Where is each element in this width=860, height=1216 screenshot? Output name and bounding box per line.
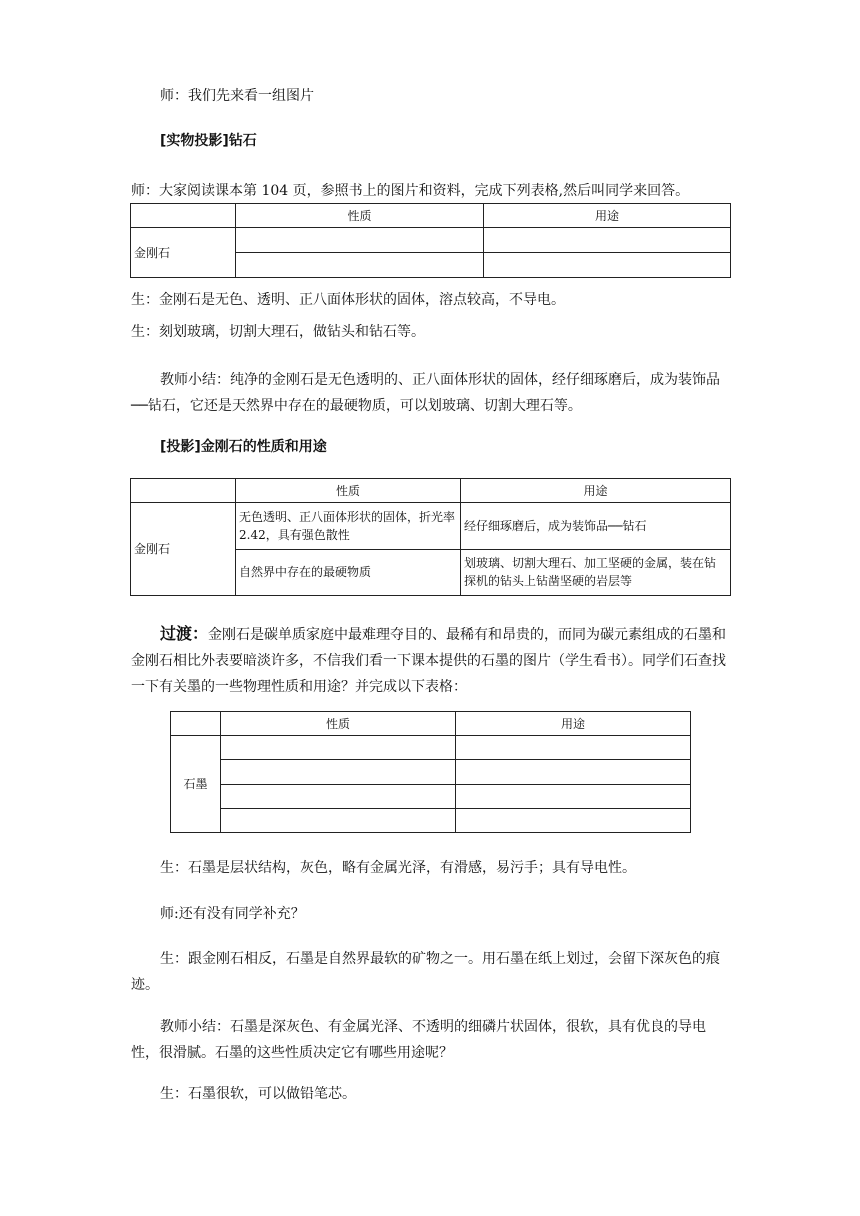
table-cell [221, 736, 456, 760]
table-header-use: 用途 [456, 712, 691, 736]
para-transition [131, 621, 731, 700]
table-cell [484, 253, 731, 278]
para-look-pictures: 师：我们先来看一组图片 [160, 88, 314, 104]
table-cell [456, 736, 691, 760]
para-student-diamond-uses: 生：刻划玻璃，切割大理石，做钻头和钻石等。 [131, 324, 425, 340]
table-diamond-filled [130, 478, 731, 596]
table-cell-use: 划玻璃、切割大理石、加工坚硬的金属，装在钻探机的钻头上钻凿坚硬的岩层等 [461, 549, 731, 595]
table-header-empty [131, 479, 236, 503]
table-cell [456, 808, 691, 832]
table-graphite-blank [170, 711, 691, 833]
para-teacher-summary-graphite: 教师小结：石墨是深灰色、有金属光泽、不透明的细磷片状固体，很软，具有优良的导电性，很滑腻。石墨的这些性质决定它有哪些用途呢？ [131, 1019, 706, 1061]
table-header-empty [171, 712, 221, 736]
table-header-use: 用途 [461, 479, 731, 503]
table-cell-property: 自然界中存在的最硬物质 [236, 549, 461, 595]
table-diamond-blank [130, 203, 731, 278]
table-header-use: 用途 [484, 204, 731, 228]
table-header-property: 性质 [236, 479, 461, 503]
transition-text: 金刚石是碳单质家庭中最难理夺目的、最稀有和昂贵的，而同为碳元素组成的石墨和金刚石相比外表要暗淡许多，不信我们看一下课本提供的石墨的图片（学生看书）。同学们石查找一下有关墨的一些物理性质和用途？并完成以下表格： [131, 627, 727, 695]
para-student-graphite-props: 生：石墨是层状结构，灰色，略有金属光泽，有滑感，易污手；具有导电性。 [160, 860, 636, 876]
table-cell-property: 无色透明、正八面体形状的固体，折光率 2.42，具有强色散性 [236, 503, 461, 549]
table-cell [484, 228, 731, 253]
table-header-empty [131, 204, 236, 228]
row-label-diamond: 金刚石 [131, 228, 236, 278]
table-cell [236, 228, 484, 253]
table-cell [456, 784, 691, 808]
transition-label: 过渡： [160, 624, 209, 643]
row-label-diamond: 金刚石 [131, 503, 236, 596]
para-student-pencil: 生：石墨很软，可以做铅笔芯。 [160, 1086, 356, 1102]
para-read-textbook: 师：大家阅读课本第 104 页，参照书上的图片和资料，完成下列表格,然后叫同学来回答。 [131, 183, 690, 199]
para-teacher-summary-diamond: 教师小结：纯净的金刚石是无色透明的、正八面体形状的固体，经仔细琢磨后，成为装饰品──钻石，它还是天然界中存在的最硬物质，可以划玻璃、切割大理石等。 [131, 372, 720, 414]
table-cell [221, 784, 456, 808]
para-student-diamond-props: 生：金刚石是无色、透明、正八面体形状的固体，溶点较高，不导电。 [131, 292, 565, 308]
table-cell-use: 经仔细琢磨后，成为装饰品──钻石 [461, 503, 731, 549]
table-header-property: 性质 [236, 204, 484, 228]
para-student-graphite-soft: 生：跟金刚石相反，石墨是自然界最软的矿物之一。用石墨在纸上划过，会留下深灰色的痕迹。 [131, 951, 720, 993]
row-label-graphite: 石墨 [171, 736, 221, 833]
table-cell [221, 760, 456, 784]
table-cell [236, 253, 484, 278]
para-teacher-ask: 师:还有没有同学补充？ [160, 906, 305, 922]
table-cell [221, 808, 456, 832]
heading-projection-diamond: [实物投影]钻石 [160, 133, 257, 149]
heading-projection-diamond-props: [投影]金刚石的性质和用途 [160, 439, 327, 455]
table-header-property: 性质 [221, 712, 456, 736]
table-cell [456, 760, 691, 784]
